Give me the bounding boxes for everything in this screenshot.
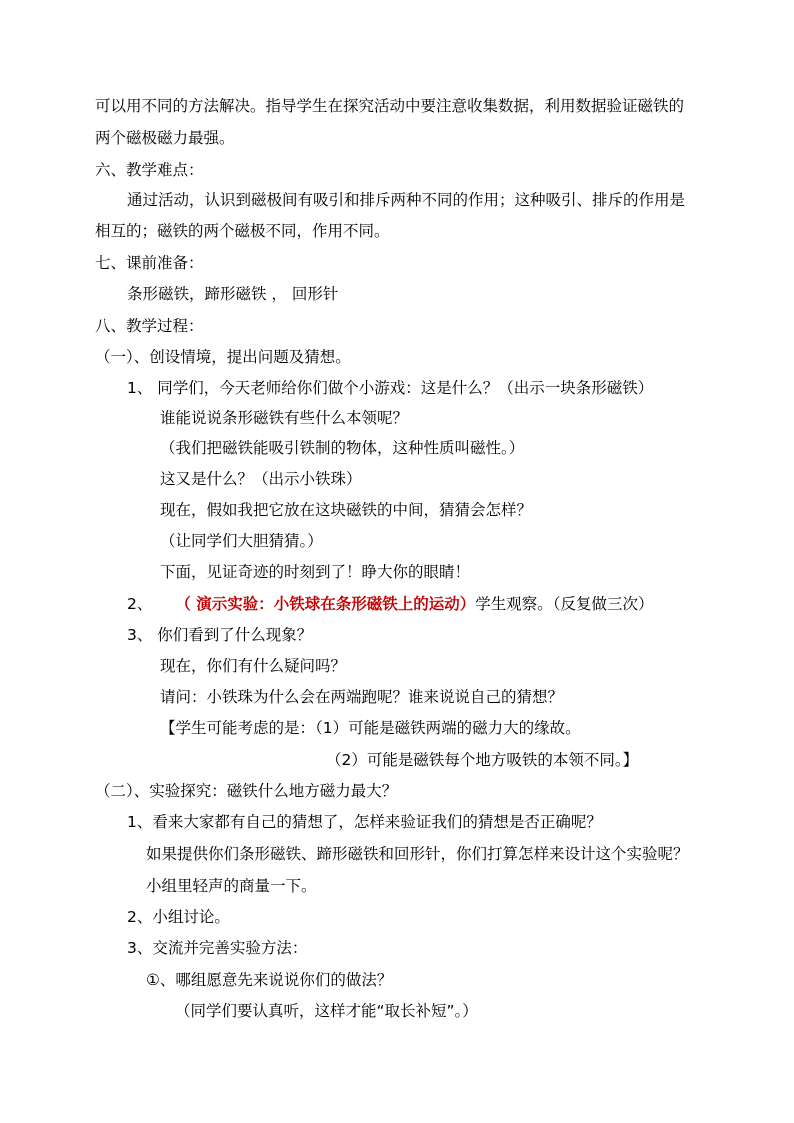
- step-2-line: [127, 594, 654, 614]
- step-2-number: 2、: [127, 595, 153, 613]
- exp-step-3-item-1: ①、哪组愿意先来说说你们的做法？: [146, 971, 393, 989]
- paragraph-line-3: 通过活动，认识到磁极间有吸引和排斥两种不同的作用；这种吸引、排斥的作用是: [127, 191, 686, 209]
- step-2-observation: 学生观察。（反复做三次）: [475, 595, 654, 613]
- student-guess-1: 【学生可能考虑的是：（1）可能是磁铁两端的磁力大的缘故。: [160, 719, 581, 737]
- student-guess-2: （2）可能是磁铁每个地方吸铁的本领不同。】: [326, 751, 639, 769]
- step-3-line: 3、 你们看到了什么现象？: [127, 626, 313, 644]
- step-1-question: 谁能说说条形磁铁有些什么本领呢？: [160, 409, 409, 427]
- paragraph-line-4: 相互的；磁铁的两个磁极不同，作用不同。: [95, 222, 390, 240]
- exp-step-1-line-2: 如果提供你们条形磁铁、蹄形磁铁和回形针，你们打算怎样来设计这个实验呢？: [146, 845, 689, 863]
- demo-experiment-highlight: （ 演示实验：小铁球在条形磁铁上的运动）: [175, 595, 476, 613]
- materials-line: 条形磁铁，蹄形磁铁 ， 回形针: [127, 285, 339, 303]
- step-1-line: 1、 同学们，今天老师给你们做个小游戏：这是什么？（出示一块条形磁铁）: [127, 379, 654, 397]
- paragraph-line-1: 可以用不同的方法解决。指导学生在探究活动中要注意收集数据，利用数据验证磁铁的: [95, 97, 685, 115]
- section-heading-difficulty: 六、教学难点：: [95, 161, 204, 179]
- step-3-line-3: 请问：小铁珠为什么会在两端跑呢？谁来说说自己的猜想？: [160, 688, 564, 706]
- step-1-line-5: （让同学们大胆猜猜。）: [160, 532, 323, 550]
- paragraph-line-2: 两个磁极磁力最强。: [95, 129, 235, 147]
- step-3-line-2: 现在，你们有什么疑问吗？: [160, 657, 347, 675]
- step-1-note: （我们把磁铁能吸引铁制的物体，这种性质叫磁性。）: [160, 439, 525, 457]
- subsection-heading-1: （一）、创设情境，提出问题及猜想。: [95, 348, 351, 366]
- step-1-line-3: 这又是什么？（出示小铁珠）: [160, 470, 362, 488]
- exp-step-1: 1、看来大家都有自己的猜想了，怎样来验证我们的猜想是否正确呢？: [127, 813, 602, 831]
- exp-step-3-note: （同学们要认真听，这样才能“取长补短”。）: [175, 1002, 478, 1020]
- step-1-line-4: 现在，假如我把它放在这块磁铁的中间，猜猜会怎样？: [160, 501, 533, 519]
- exp-step-3: 3、交流并完善实验方法：: [127, 939, 308, 957]
- section-heading-process: 八、教学过程：: [95, 317, 204, 335]
- subsection-heading-2: （二）、实验探究：磁铁什么地方磁力最大？: [95, 782, 398, 800]
- step-1-line-6: 下面，见证奇迹的时刻到了！睁大你的眼睛！: [160, 563, 471, 581]
- exp-step-2: 2、小组讨论。: [127, 908, 230, 926]
- section-heading-preparation: 七、课前准备：: [95, 254, 204, 272]
- exp-step-1-line-3: 小组里轻声的商量一下。: [146, 877, 317, 895]
